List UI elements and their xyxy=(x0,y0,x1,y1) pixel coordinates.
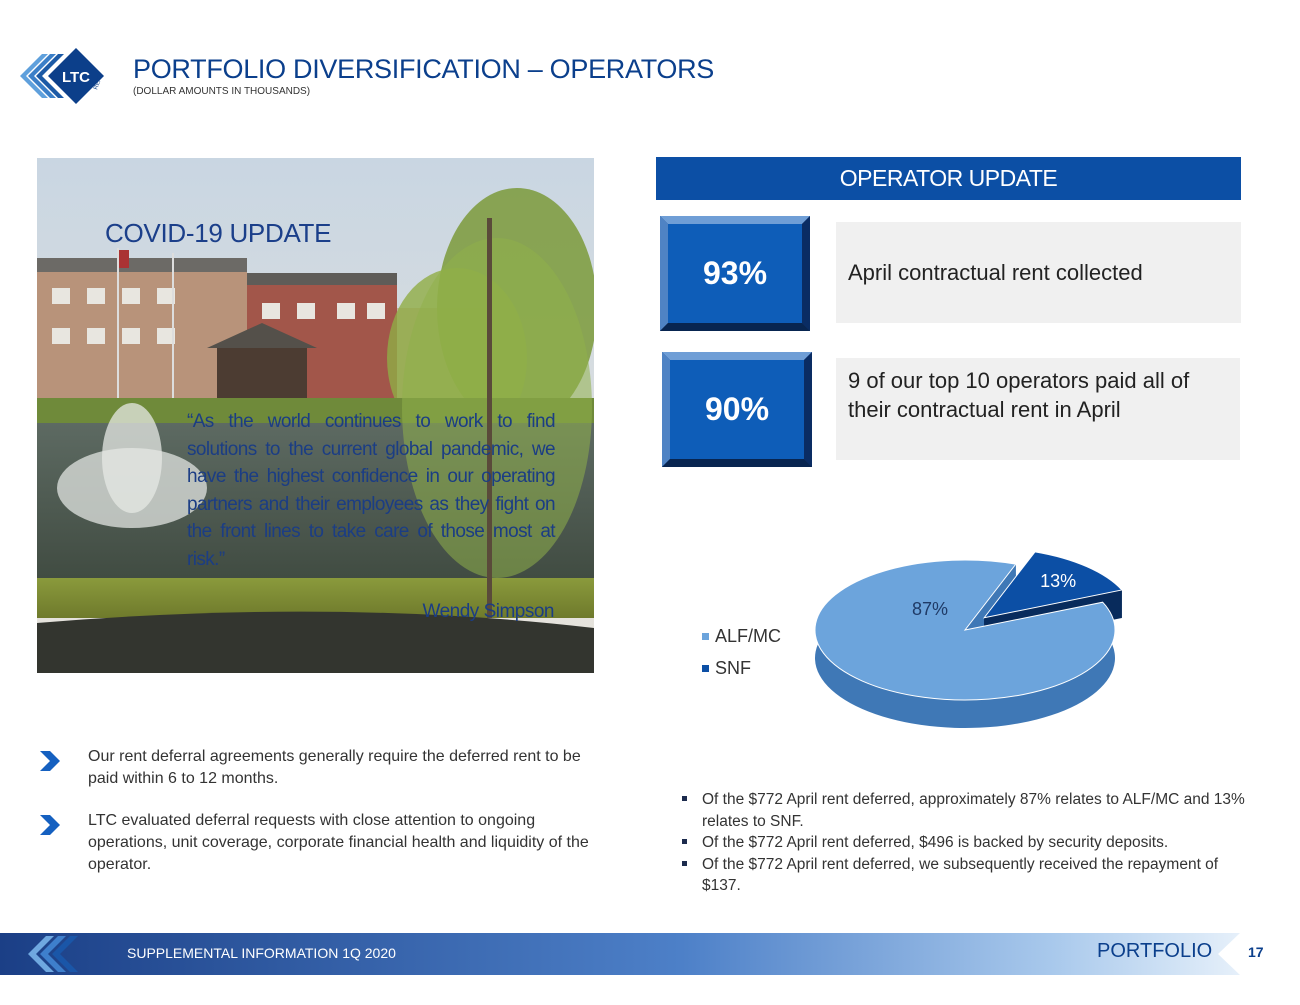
bullet-text: Our rent deferral agreements generally require the deferred rent to be paid within 6 to 12 months. xyxy=(88,748,581,787)
quote-author: Wendy Simpson xyxy=(422,601,554,622)
list-item xyxy=(680,854,1250,897)
footer-text: SUPPLEMENTAL INFORMATION 1Q 2020 xyxy=(127,945,396,961)
square-bullet-icon xyxy=(682,796,687,801)
page-subtitle: (DOLLAR AMOUNTS IN THOUSANDS) xyxy=(133,86,311,97)
ltc-logo xyxy=(18,48,108,108)
list-item xyxy=(38,746,598,790)
bullet-text: Of the $772 April rent deferred, approximately 87% relates to ALF/MC and 13% relates to SNF. xyxy=(702,791,1245,830)
stat-box-operators-paid xyxy=(662,352,812,467)
logo-subtext: REIT xyxy=(93,75,104,91)
bullet-text: LTC evaluated deferral requests with close attention to ongoing operations, unit coverage, corporate financial health and liquidity of the operator. xyxy=(88,812,589,873)
page-number: 17 xyxy=(1248,944,1264,960)
chevron-right-icon xyxy=(38,815,62,835)
legend-item-snf xyxy=(702,652,781,684)
legend-label: ALF/MC xyxy=(715,625,782,646)
covid-photo-panel xyxy=(37,158,594,673)
square-bullet-icon xyxy=(682,839,687,844)
legend-item-alf-mc xyxy=(702,620,781,652)
stat-value: 90% xyxy=(704,391,770,427)
bullet-text: Of the $772 April rent deferred, $496 is backed by security deposits. xyxy=(702,834,1169,851)
legend-swatch xyxy=(702,633,709,640)
list-item xyxy=(680,789,1250,832)
chevron-right-icon xyxy=(38,751,62,771)
list-item xyxy=(680,832,1250,854)
page-title: PORTFOLIO DIVERSIFICATION – OPERATORS xyxy=(133,54,715,84)
square-bullet-icon xyxy=(682,861,687,866)
bullet-text: Of the $772 April rent deferred, we subsequently received the repayment of $137. xyxy=(702,855,1219,894)
stat-description: 9 of our top 10 operators paid all of their contractual rent in April xyxy=(836,358,1240,460)
covid-update-title: COVID-19 UPDATE xyxy=(105,218,332,248)
pie-data-label: 87% xyxy=(911,599,949,619)
stat-value: 93% xyxy=(702,255,768,291)
list-item xyxy=(38,810,598,876)
stat-description: April contractual rent collected xyxy=(836,222,1241,323)
ceo-quote: “As the world continues to work to find solutions to the current global pandemic, we have the highest confidence in our operating partners and their employees as they fight on the front lines to take care of those most at risk.” xyxy=(187,411,555,570)
chart-legend xyxy=(702,620,781,684)
operator-update-header: OPERATOR UPDATE xyxy=(656,157,1241,200)
logo-text: LTC xyxy=(61,69,91,86)
legend-swatch xyxy=(702,665,709,672)
deferral-notes xyxy=(38,746,598,896)
pie-data-label: 13% xyxy=(1040,571,1077,592)
deferral-details xyxy=(680,789,1250,897)
legend-label: SNF xyxy=(715,657,751,678)
footer-section-label: PORTFOLIO xyxy=(1097,940,1213,962)
stat-box-rent-collected xyxy=(660,216,810,331)
